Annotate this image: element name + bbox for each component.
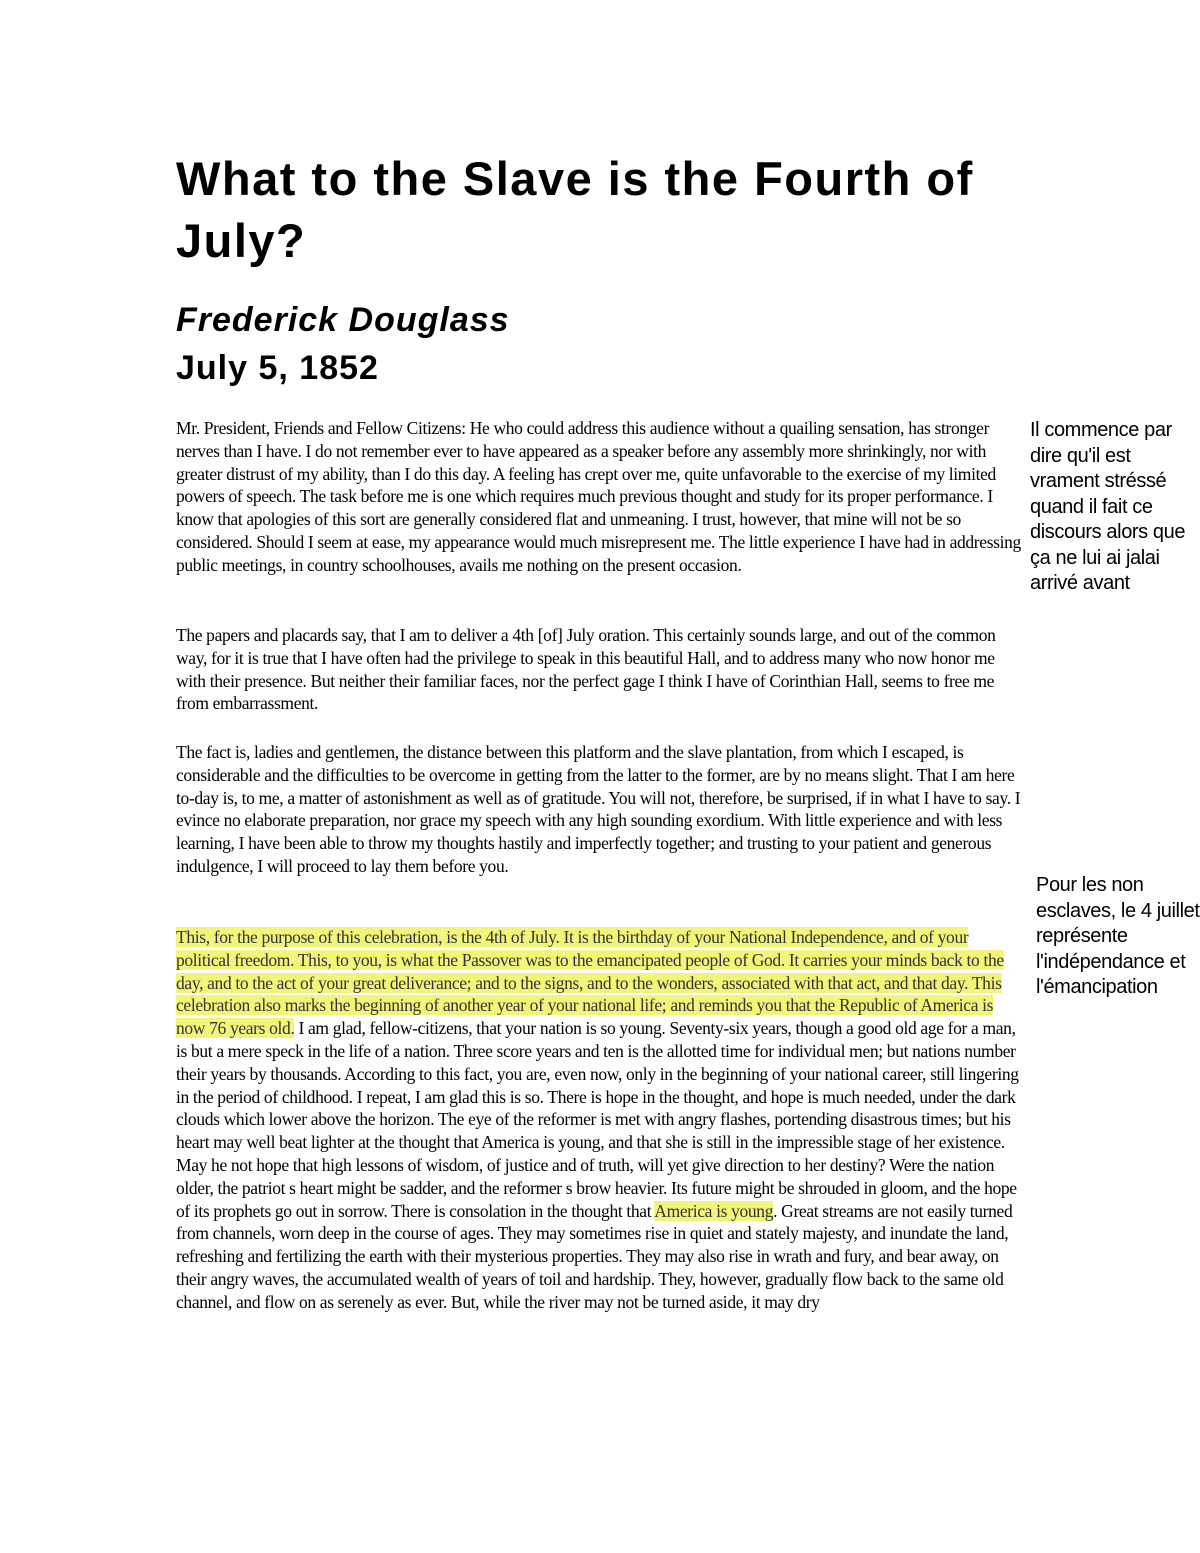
margin-annotation-2: Pour les non esclaves, le 4 juillet représente l'indépendance et l'émancipation [1036, 874, 1200, 998]
document-title: What to the Slave is the Fourth of July? [176, 152, 974, 267]
speech-date: July 5, 1852 [176, 349, 379, 387]
paragraph-3: The fact is, ladies and gentlemen, the distance between this platform and the slave plantation, from which I escaped, is considerable and the difficulties to be overcome in getting from the latter to the former, are by no means slight. That I am here to-day is, to me, a matter of astonishment as well as of gratitude. You will not, therefore, be surprised, if in what I have to say. I evince no elaborate preparation, nor grace my speech with any high sounding exordium. With little experience and with less learning, I have been able to throw my thoughts hastily and imperfectly together; and trusting to your patient and generous indulgence, I will proceed to lay them before you. [176, 742, 1021, 876]
paragraph-4 [176, 926, 1026, 1314]
highlighted-passage: This, for the purpose of this celebration, is the 4th of July. It is the birthday of your National Independence, and of your political freedom. This, to you, is what the Passover was to the emancipated people of God. It carries your minds back to the day, and to the act of your great deliverance; and to the signs, and to the wonders, associated with that act, and that day. This celebration also marks the beginning of another year of your national life; and reminds you that the Republic of America is now 76 years old. [176, 927, 1004, 1039]
margin-annotation-1: Il commence par dire qu'il est vrament stréssé quand il fait ce discours alors que ça ne lui ai jalai arrivé avant [1030, 419, 1186, 594]
paragraph-text: . Great streams are not easily turned from channels, worn deep in the course of ages. They may sometimes rise in quiet and stately majesty, and inundate the land, refreshing and fertilizing the earth with their mysterious properties. They may also rise in wrath and fury, and bear away, on their angry waves, the accumulated wealth of years of toil and hardship. They, however, gradually flow back to the same old channel, and flow on as serenely as ever. But, while the river may not be turned aside, it may dry [176, 1200, 1013, 1312]
paragraph-2: The papers and placards say, that I am to deliver a 4th [of] July oration. This certainly sounds large, and out of the common way, for it is true that I have often had the privilege to speak in this beautiful Hall, and to address many who now honor me with their presence. But neither their familiar faces, nor the perfect gage I think I have of Corinthian Hall, seems to free me from embarrassment. [176, 625, 996, 714]
paragraph-text: I am glad, fellow-citizens, that your nation is so young. Seventy-six years, though a good old age for a man, is but a mere speck in the life of a nation. Three score years and ten is the allotted time for individual men; but nations number their years by thousands. According to this fact, you are, even now, only in the beginning of your national career, still lingering in the period of childhood. I repeat, I am glad this is so. There is hope in the thought, and hope is much needed, under the dark clouds which lower above the horizon. The eye of the reformer is met with angry flashes, portending disastrous times; but his heart may well beat lighter at the thought that America is young, and that she is still in the impressible stage of her existence. May he not hope that high lessons of wisdom, of justice and of truth, will yet give direction to her destiny? Were the nation older, the patriot s heart might be sadder, and the reformer s brow heavier. Its future might be shrouded in gloom, and the hope of its prophets go out in sorrow. There is consolation in the thought that [176, 1018, 1019, 1221]
author-name: Frederick Douglass [176, 301, 510, 339]
paragraph-1: Mr. President, Friends and Fellow Citizens: He who could address this audience without a quailing sensation, has stronger nerves than I have. I do not remember ever to have appeared as a speaker before any assembly more shrinkingly, nor with greater distrust of my ability, than I do this day. A feeling has crept over me, quite unfavorable to the exercise of my limited powers of speech. The task before me is one which requires much previous thought and study for its proper performance. I know that apologies of this sort are generally considered flat and unmeaning. I trust, however, that mine will not be so considered. Should I seem at ease, my appearance would much misrepresent me. The little experience I have had in addressing public meetings, in country schoolhouses, avails me nothing on the present occasion. [176, 418, 1021, 575]
highlighted-passage: America is young [654, 1200, 774, 1221]
